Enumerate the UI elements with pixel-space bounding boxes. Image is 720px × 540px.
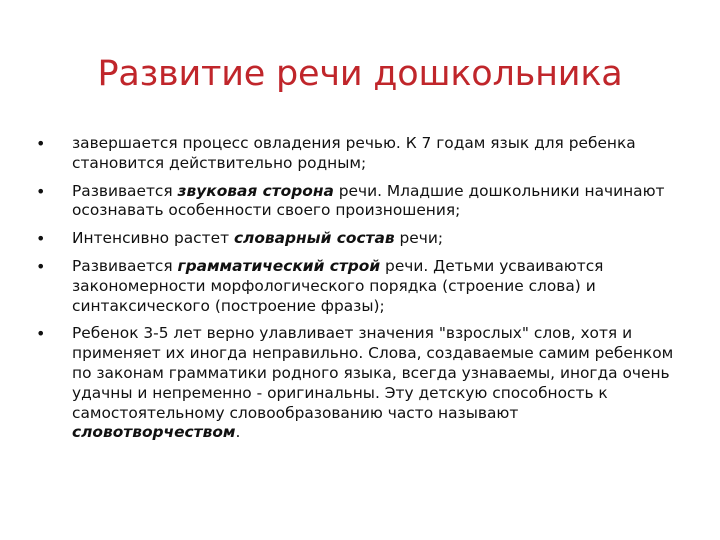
bullet-item (36, 229, 676, 249)
bullet-item (36, 324, 676, 443)
bullet-icon: • (36, 134, 46, 153)
bullet-text: Интенсивно растет (72, 229, 234, 248)
bullet-text: Развивается (72, 256, 178, 275)
bullet-emphasis: словарный состав (233, 229, 395, 248)
bullet-emphasis: словотворчеством (72, 423, 236, 442)
bullet-text: Ребенок 3-5 лет верно улавливает значения "взрослых" слов, хотя и применяет их иногда неправильно. Слова, создаваемые самим ребенком по законам грамматики родного языка, всегда узнаваемы, иногда очень удачны и непременно - оригинальны. Эту детскую способность к самостоятельному словообразованию часто называют (72, 324, 674, 422)
bullet-emphasis: грамматический строй (177, 256, 381, 275)
bullet-item (36, 257, 676, 316)
bullet-text-after: речи. Младшие дошкольники начинают осознавать особенности своего произношения; (72, 181, 665, 220)
bullet-text-after: речи; (394, 229, 444, 248)
bullet-item (36, 182, 676, 222)
bullet-icon: • (36, 324, 46, 344)
bullet-icon: • (36, 256, 46, 276)
bullet-list (36, 134, 676, 451)
bullet-text-after: . (235, 423, 241, 442)
bullet-icon: • (36, 229, 46, 249)
bullet-text: завершается процесс овладения речью. К 7 годам язык для ребенка становится действительно родным; (72, 134, 636, 172)
bullet-text-after: речи. Детьми усваиваются закономерности морфологического порядка (строение слова) и синтаксического (построение фразы); (72, 256, 604, 315)
bullet-item (36, 134, 676, 174)
slide-title: Развитие речи дошкольника (97, 54, 623, 94)
bullet-text: Развивается (72, 181, 178, 200)
bullet-icon: • (36, 181, 46, 201)
bullet-emphasis: звуковая сторона (177, 181, 334, 200)
